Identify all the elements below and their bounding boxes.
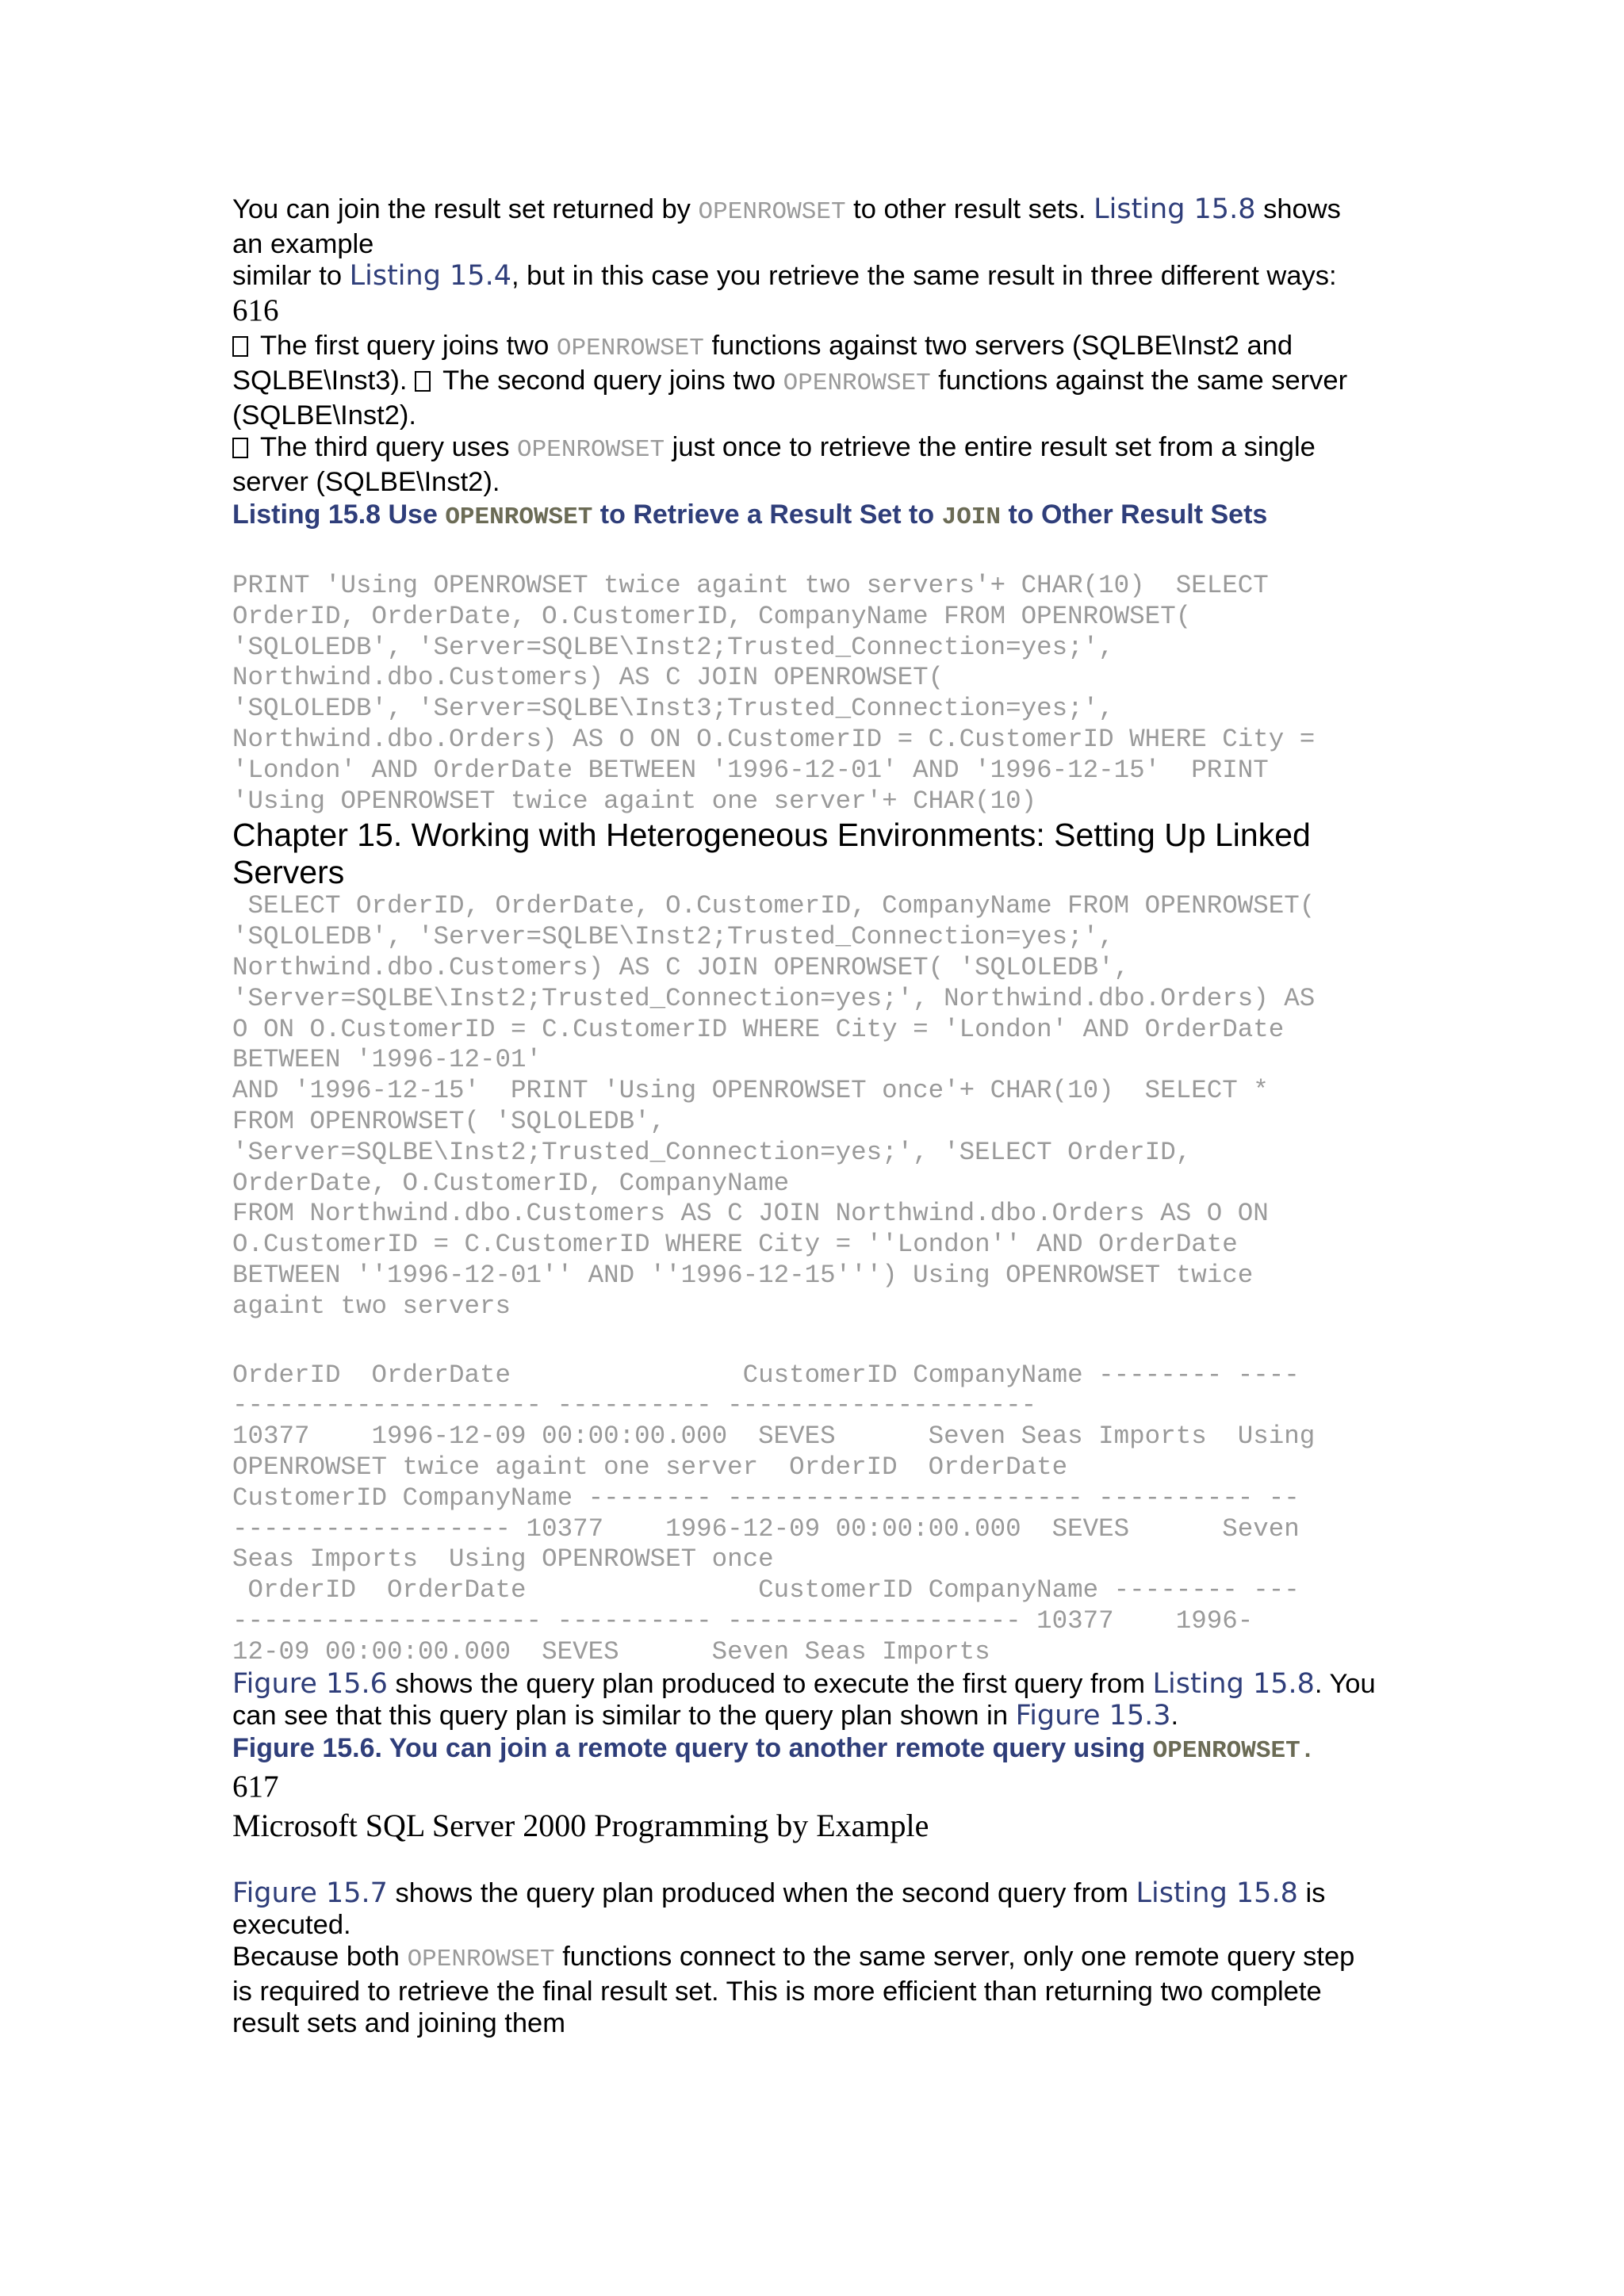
bullet-text: functions against two servers (SQLBE\Inst2 and <box>703 331 1293 361</box>
code-line: ------------------ 10377 1996-12-09 00:00:00.000 SEVES Seven <box>232 1513 1300 1544</box>
bullet-text: The third query uses <box>253 432 518 462</box>
bullet-text: The first query joins two <box>253 331 557 361</box>
body-text: shows the query plan produced to execute the first query from <box>387 1668 1153 1699</box>
bullet-2-line-2 <box>232 400 1398 431</box>
intro-text: similar to <box>232 261 350 291</box>
intro-line-3 <box>232 260 1398 292</box>
bullet-1-line-2 <box>232 365 1398 400</box>
caption-code: OPENROWSET <box>445 503 593 531</box>
final-para-line-3: result sets and joining them <box>232 2007 565 2038</box>
bullet-3-line-1 <box>232 431 1398 466</box>
code-block-3 <box>232 1360 1398 1668</box>
code-line: Seas Imports Using OPENROWSET once <box>232 1544 774 1575</box>
document-page <box>232 193 1398 2039</box>
listing-link[interactable]: Listing 15.8 <box>1152 1667 1315 1700</box>
figure-link[interactable]: Figure 15.3 <box>1015 1699 1171 1732</box>
figure7-text-line-2 <box>232 1909 1398 1941</box>
code-line: OrderID, OrderDate, O.CustomerID, CompanyName FROM OPENROWSET( <box>232 601 1192 631</box>
code-line: -------------------- ---------- ------------------- 10377 1996- <box>232 1605 1254 1636</box>
caption-code: JOIN <box>941 503 1002 531</box>
body-text: can see that this query plan is similar to the query plan shown in <box>232 1700 1016 1731</box>
figure-link[interactable]: Figure 15.7 <box>232 1877 388 1909</box>
bullet-box-icon <box>415 371 431 392</box>
code-line: -------------------- ---------- -------------------- <box>232 1391 1037 1421</box>
body-text: . <box>1170 1700 1179 1731</box>
code-line: PRINT 'Using OPENROWSET twice againt two servers'+ CHAR(10) SELECT <box>232 571 1269 600</box>
code-block-2 <box>232 891 1398 1322</box>
figure-link[interactable]: Figure 15.6 <box>232 1667 388 1700</box>
figure-text-line-1 <box>232 1668 1398 1700</box>
body-text: executed. <box>232 1909 351 1940</box>
code-line: 'Server=SQLBE\Inst2;Trusted_Connection=yes;', Northwind.dbo.Orders) AS <box>232 983 1316 1013</box>
code-line: BETWEEN '1996-12-01' <box>232 1045 542 1075</box>
code-line: SELECT OrderID, OrderDate, O.CustomerID, CompanyName FROM OPENROWSET( <box>232 891 1316 921</box>
caption-text: Figure 15.6. You can join a remote query to another remote query using <box>232 1732 1153 1763</box>
code-line: Northwind.dbo.Customers) AS C JOIN OPENROWSET( 'SQLOLEDB', <box>232 952 1130 982</box>
code-line: 'Server=SQLBE\Inst2;Trusted_Connection=yes;', 'SELECT OrderID, <box>232 1137 1192 1167</box>
bullet-text: just once to retrieve the entire result set from a single <box>665 432 1316 462</box>
code-line: FROM OPENROWSET( 'SQLOLEDB', <box>232 1106 666 1136</box>
figure-caption <box>232 1732 1398 1768</box>
code-line: 'Using OPENROWSET twice againt one server'+ CHAR(10) <box>232 786 1037 816</box>
bullet-text: The second query joins two <box>435 365 783 396</box>
code-block-1 <box>232 571 1398 817</box>
bullet-box-icon <box>232 336 248 357</box>
chapter-heading-line-1: Chapter 15. Working with Heterogeneous Environments: Setting Up Linked <box>232 817 1311 854</box>
code-line: CustomerID CompanyName -------- ----------------------- ---------- -- <box>232 1483 1300 1513</box>
code-line: OrderDate, O.CustomerID, CompanyName <box>232 1168 790 1198</box>
inline-code: OPENROWSET <box>783 369 931 397</box>
code-line: OrderID OrderDate CustomerID CompanyName -------- --- <box>232 1575 1300 1605</box>
bullet-text: functions against the same server <box>930 365 1348 396</box>
code-line: BETWEEN ''1996-12-01'' AND ''1996-12-15''') Using OPENROWSET twice <box>232 1260 1254 1290</box>
bullet-1-line-1 <box>232 330 1398 365</box>
intro-text: to other result sets. <box>845 194 1094 224</box>
code-line: 'London' AND OrderDate BETWEEN '1996-12-01' AND '1996-12-15' PRINT <box>232 755 1269 785</box>
listing-link[interactable]: Listing 15.8 <box>1136 1877 1298 1909</box>
caption-text: . <box>1300 1736 1316 1765</box>
caption-text: to Retrieve a Result Set to <box>592 499 942 530</box>
code-line: Northwind.dbo.Orders) AS O ON O.CustomerID = C.CustomerID WHERE City = <box>232 724 1316 754</box>
code-line: O.CustomerID = C.CustomerID WHERE City = ''London'' AND OrderDate <box>232 1230 1238 1260</box>
chapter-heading-line-2: Servers <box>232 854 345 891</box>
code-line: Northwind.dbo.Customers) AS C JOIN OPENROWSET( <box>232 663 944 693</box>
body-text: Because both <box>232 1941 408 1972</box>
code-line: 10377 1996-12-09 00:00:00.000 SEVES Seven Seas Imports Using <box>232 1422 1316 1452</box>
code-line: againt two servers <box>232 1291 511 1321</box>
intro-text: an example <box>232 229 374 259</box>
figure-text-line-2 <box>232 1700 1398 1732</box>
listing-link[interactable]: Listing 15.8 <box>1094 193 1256 225</box>
inline-code: OPENROWSET <box>556 335 704 362</box>
listing-caption <box>232 498 1398 534</box>
page-number: 616 <box>232 293 279 327</box>
final-para-line-1 <box>232 1941 1398 1976</box>
body-text: . You <box>1314 1668 1376 1699</box>
inline-code: OPENROWSET <box>698 198 846 226</box>
code-line: OPENROWSET twice againt one server OrderID OrderDate <box>232 1452 1068 1482</box>
code-line: 'SQLOLEDB', 'Server=SQLBE\Inst2;Trusted_Connection=yes;', <box>232 632 1114 662</box>
bullet-box-icon <box>232 438 248 458</box>
intro-text: , but in this case you retrieve the same result in three different ways: <box>511 261 1337 291</box>
bullet-text: SQLBE\Inst3). <box>232 365 416 396</box>
caption-text: Listing 15.8 Use <box>232 499 446 530</box>
listing-link[interactable]: Listing 15.4 <box>349 260 511 292</box>
bullet-text: server (SQLBE\Inst2). <box>232 467 500 497</box>
code-line: 'SQLOLEDB', 'Server=SQLBE\Inst2;Trusted_Connection=yes;', <box>232 922 1114 952</box>
bullet-3-line-2 <box>232 466 1398 498</box>
caption-code: OPENROWSET <box>1152 1736 1300 1765</box>
final-para-line-2: is required to retrieve the final result set. This is more efficient than returning two complete <box>232 1976 1322 2007</box>
code-line: OrderID OrderDate CustomerID CompanyName -------- ---- <box>232 1360 1300 1390</box>
code-line: FROM Northwind.dbo.Customers AS C JOIN Northwind.dbo.Orders AS O ON <box>232 1199 1269 1229</box>
code-line: O ON O.CustomerID = C.CustomerID WHERE City = 'London' AND OrderDate <box>232 1014 1285 1044</box>
intro-line-2 <box>232 228 1398 260</box>
code-line: 'SQLOLEDB', 'Server=SQLBE\Inst3;Trusted_Connection=yes;', <box>232 694 1114 724</box>
page-number: 617 <box>232 1769 279 1804</box>
body-text: is <box>1297 1877 1326 1908</box>
code-line: AND '1996-12-15' PRINT 'Using OPENROWSET once'+ CHAR(10) SELECT * <box>232 1076 1269 1106</box>
inline-code: OPENROWSET <box>517 436 665 464</box>
intro-text: shows <box>1255 194 1341 224</box>
body-text: functions connect to the same server, only one remote query step <box>554 1941 1355 1972</box>
caption-text: to Other Result Sets <box>1001 499 1268 530</box>
intro-text: You can join the result set returned by <box>232 194 699 224</box>
code-line: 12-09 00:00:00.000 SEVES Seven Seas Imports <box>232 1636 990 1667</box>
intro-line-1 <box>232 193 1398 228</box>
bullet-text: (SQLBE\Inst2). <box>232 400 416 430</box>
inline-code: OPENROWSET <box>407 1945 555 1973</box>
figure7-text-line-1 <box>232 1877 1398 1909</box>
body-text: shows the query plan produced when the second query from <box>387 1877 1136 1908</box>
book-title: Microsoft SQL Server 2000 Programming by Example <box>232 1807 929 1843</box>
